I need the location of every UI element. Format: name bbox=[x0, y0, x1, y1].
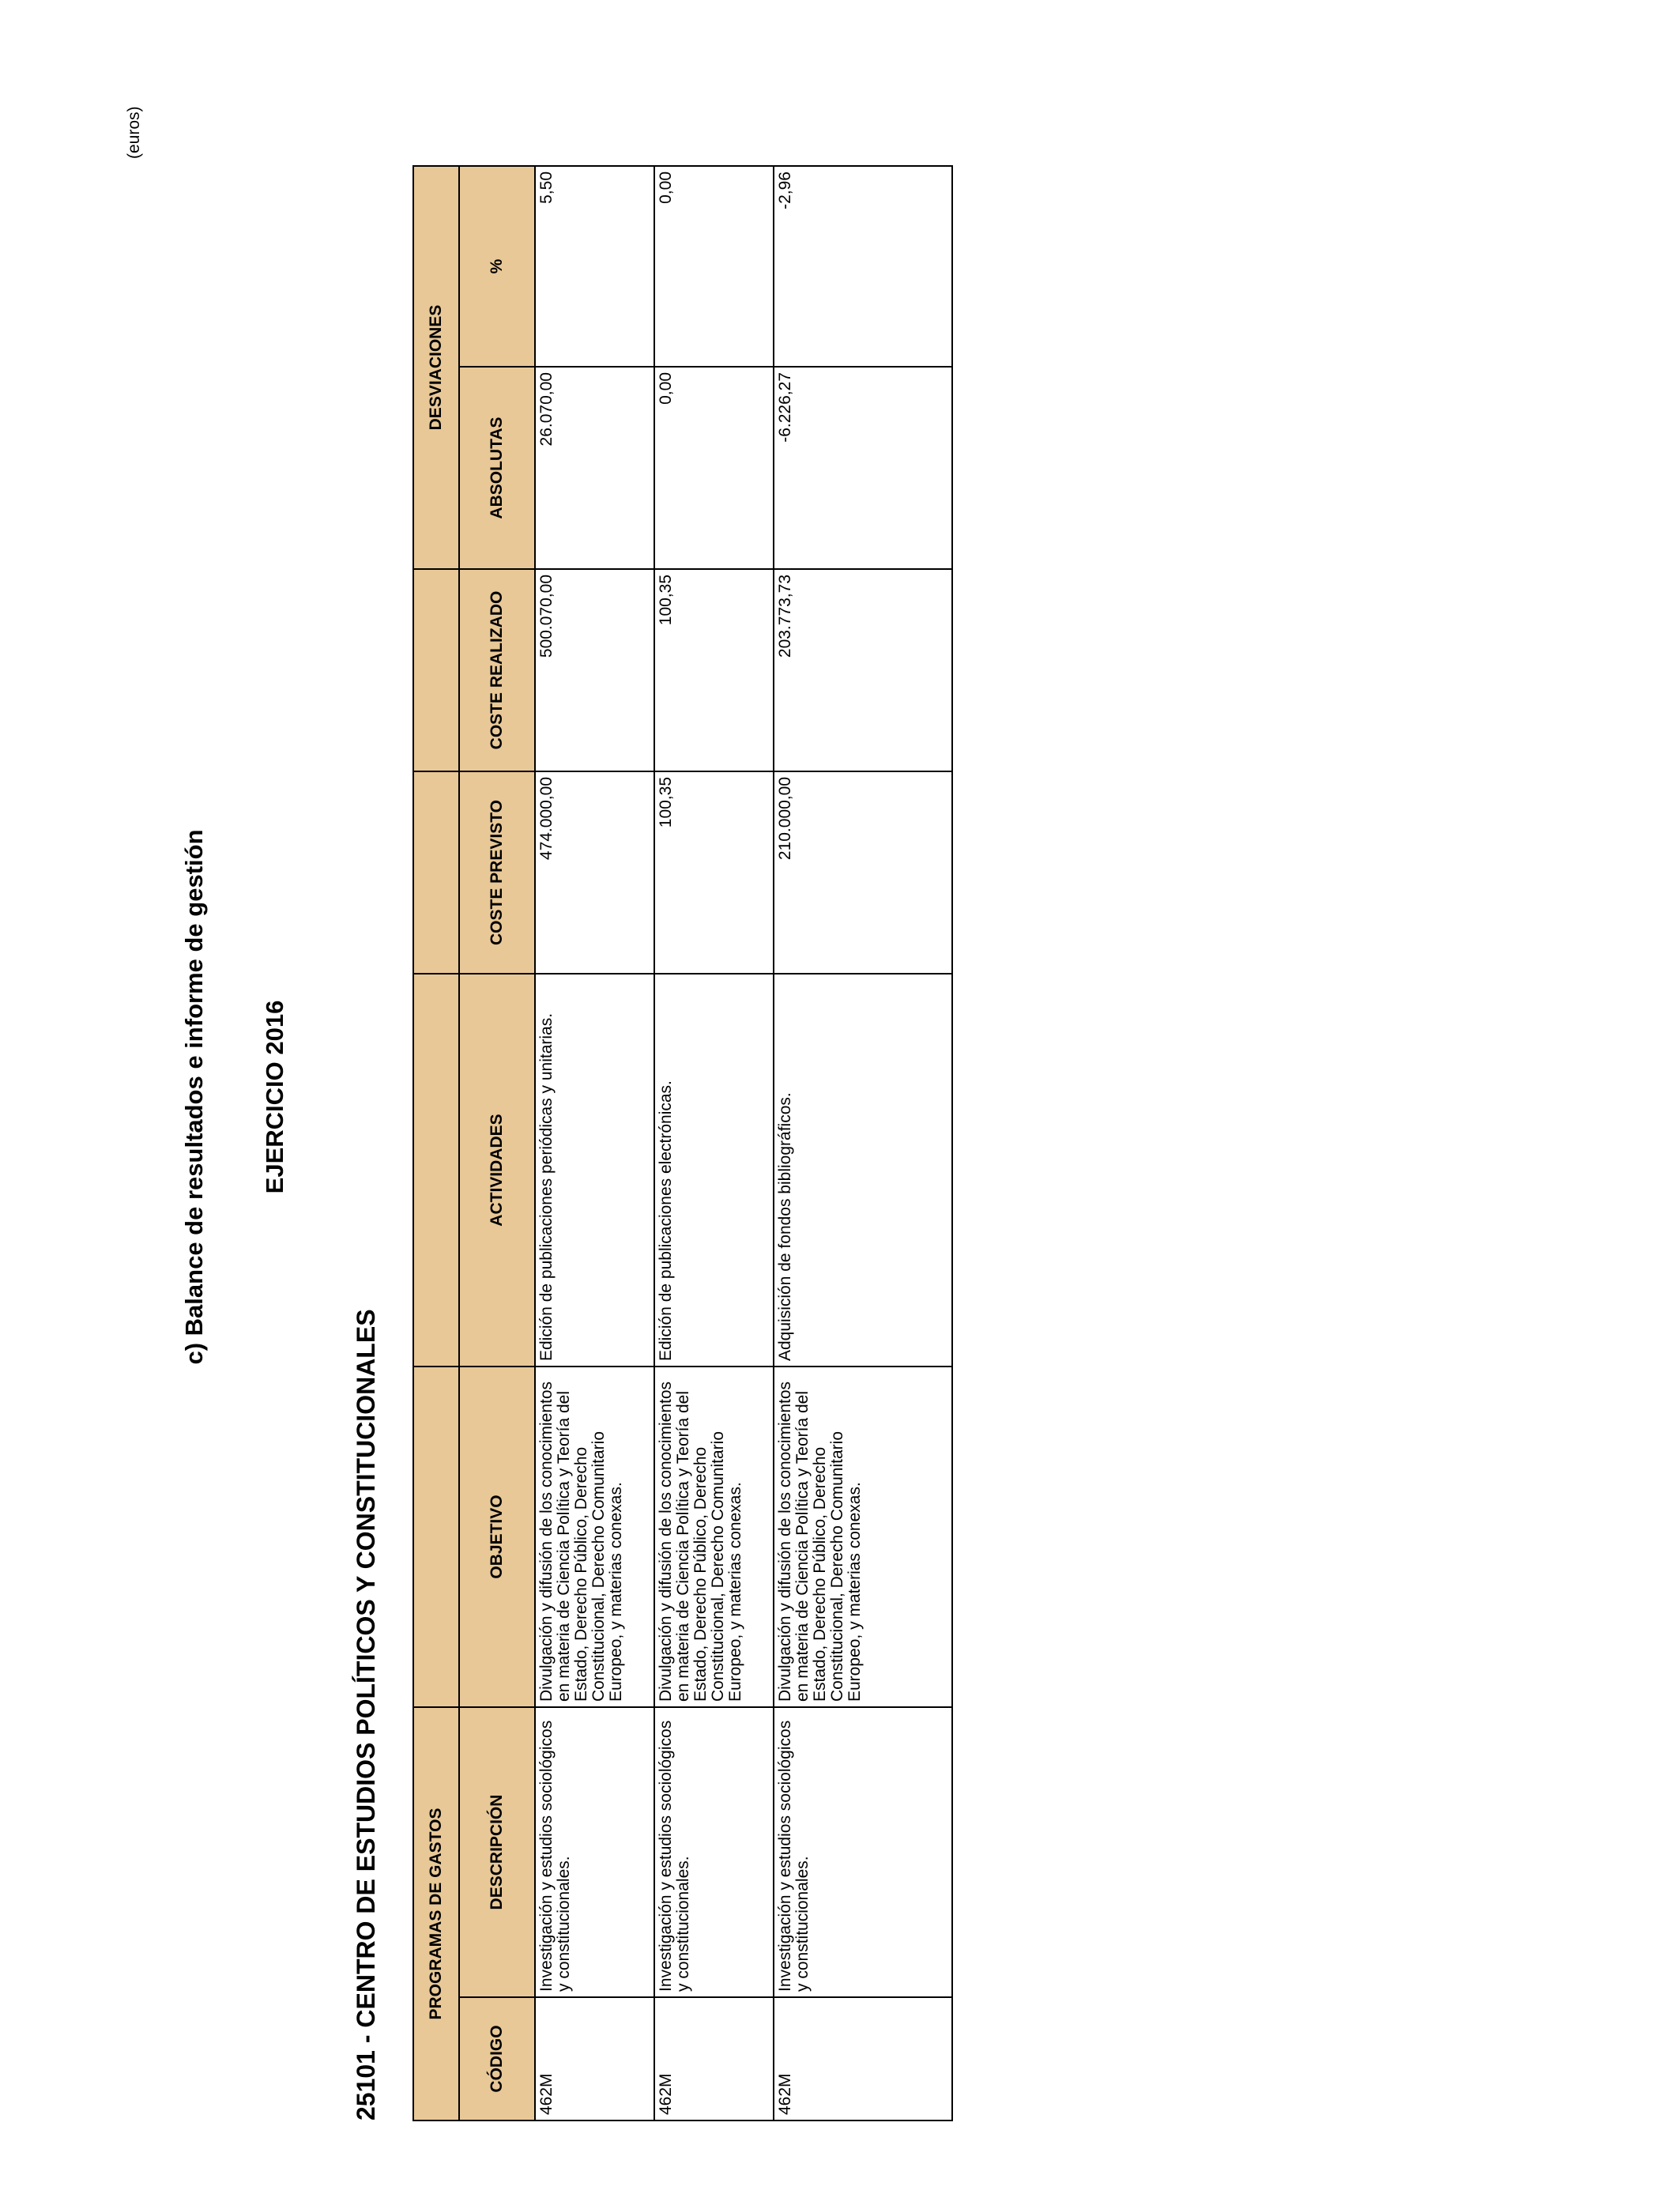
blank-header-cell bbox=[413, 771, 459, 974]
group-header-row bbox=[413, 166, 459, 2120]
cell-coste-previsto: 100,35 bbox=[654, 771, 774, 974]
cell-objetivo: Divulgación y difusión de los conocimientos en materia de Ciencia Política y Teoría del Estado, Derecho Público, Derecho Constitucional, Derecho Comunitario Europeo, y materias conexas. bbox=[654, 1367, 774, 1707]
cell-actividades: Adquisición de fondos bibliográficos. bbox=[774, 974, 952, 1367]
cell-absolutas: 26.070,00 bbox=[535, 367, 654, 569]
entity-title: 25101 - CENTRO DE ESTUDIOS POLÍTICOS Y CONSTITUCIONALES bbox=[352, 1309, 380, 2120]
cell-porcentaje: 0,00 bbox=[654, 166, 774, 367]
column-header-absolutas: ABSOLUTAS bbox=[459, 367, 535, 569]
table-row bbox=[654, 166, 774, 2120]
column-header-row bbox=[459, 166, 535, 2120]
cell-coste-realizado: 100,35 bbox=[654, 569, 774, 771]
cell-actividades: Edición de publicaciones electrónicas. bbox=[654, 974, 774, 1367]
column-header-actividades: ACTIVIDADES bbox=[459, 974, 535, 1367]
cell-objetivo: Divulgación y difusión de los conocimientos en materia de Ciencia Política y Teoría del Estado, Derecho Público, Derecho Constitucional, Derecho Comunitario Europeo, y materias conexas. bbox=[774, 1367, 952, 1707]
column-header-coste-previsto: COSTE PREVISTO bbox=[459, 771, 535, 974]
cell-porcentaje: -2,96 bbox=[774, 166, 952, 367]
cell-coste-previsto: 474.000,00 bbox=[535, 771, 654, 974]
programas-group-header: PROGRAMAS DE GASTOS bbox=[413, 1707, 459, 2120]
cell-coste-previsto: 210.000,00 bbox=[774, 771, 952, 974]
column-header-objetivo: OBJETIVO bbox=[459, 1367, 535, 1707]
column-header-descripcion: DESCRIPCIÓN bbox=[459, 1707, 535, 1997]
cell-descripcion: Investigación y estudios sociológicos y constitucionales. bbox=[774, 1707, 952, 1997]
cell-absolutas: 0,00 bbox=[654, 367, 774, 569]
cell-codigo: 462M bbox=[654, 1997, 774, 2120]
cell-porcentaje: 5,50 bbox=[535, 166, 654, 367]
cell-descripcion: Investigación y estudios sociológicos y constitucionales. bbox=[654, 1707, 774, 1997]
cell-actividades: Edición de publicaciones periódicas y unitarias. bbox=[535, 974, 654, 1367]
column-header-porcentaje: % bbox=[459, 166, 535, 367]
cell-codigo: 462M bbox=[774, 1997, 952, 2120]
cell-absolutas: -6.226,27 bbox=[774, 367, 952, 569]
cell-coste-realizado: 500.070,00 bbox=[535, 569, 654, 771]
column-header-codigo: CÓDIGO bbox=[459, 1997, 535, 2120]
currency-unit: (euros) bbox=[125, 106, 143, 159]
blank-header-cell bbox=[413, 974, 459, 1367]
report-title: c) Balance de resultados e informe de gestión bbox=[180, 829, 208, 1365]
cell-coste-realizado: 203.773,73 bbox=[774, 569, 952, 771]
table-row bbox=[774, 166, 952, 2120]
exercise-year: EJERCICIO 2016 bbox=[261, 1000, 288, 1194]
table-row bbox=[535, 166, 654, 2120]
cell-codigo: 462M bbox=[535, 1997, 654, 2120]
blank-header-cell bbox=[413, 1367, 459, 1707]
column-header-coste-realizado: COSTE REALIZADO bbox=[459, 569, 535, 771]
cell-objetivo: Divulgación y difusión de los conocimientos en materia de Ciencia Política y Teoría del Estado, Derecho Público, Derecho Constitucional, Derecho Comunitario Europeo, y materias conexas. bbox=[535, 1367, 654, 1707]
results-table bbox=[412, 165, 953, 2121]
cell-descripcion: Investigación y estudios sociológicos y constitucionales. bbox=[535, 1707, 654, 1997]
desviaciones-group-header: DESVIACIONES bbox=[413, 166, 459, 569]
blank-header-cell bbox=[413, 569, 459, 771]
